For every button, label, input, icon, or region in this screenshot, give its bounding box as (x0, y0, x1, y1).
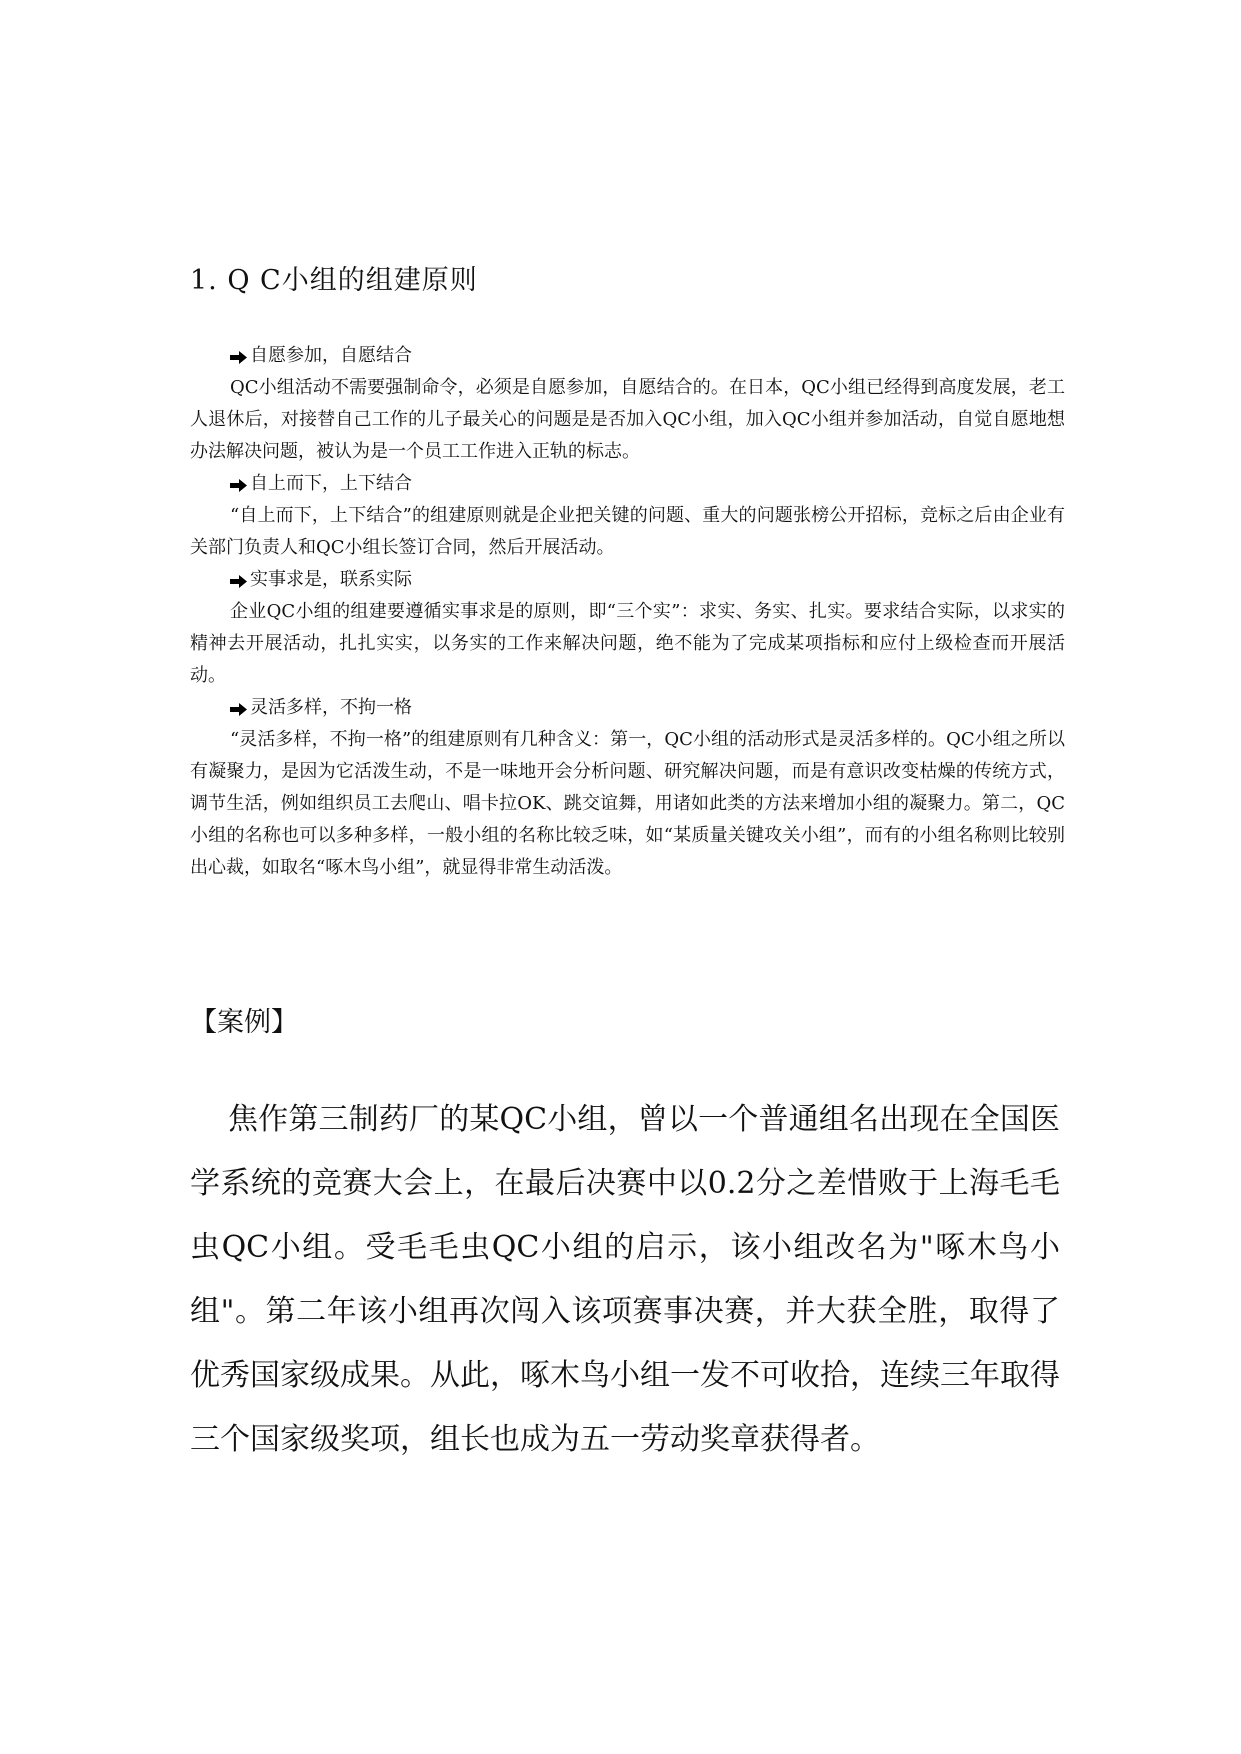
section-title: 1. Q C小组的组建原则 (190, 265, 478, 296)
principle-heading-text: 自上而下，上下结合 (250, 473, 412, 494)
principle-heading (190, 340, 1065, 372)
arrow-right-icon (230, 351, 247, 364)
case-body: 焦作第三制药厂的某QC小组，曾以一个普通组名出现在全国医学系统的竞赛大会上，在最后决赛中以0.2分之差惜败于上海毛毛虫QC小组。受毛毛虫QC小组的启示，该小组改名为"啄木鸟小组"。第二年该小组再次闯入该项赛事决赛，并大获全胜，取得了优秀国家级成果。从此，啄木鸟小组一发不可收拾，连续三年取得三个国家级奖项，组长也成为五一劳动奖章获得者。 (190, 1102, 1060, 1457)
arrow-right-icon (230, 479, 247, 492)
case-heading: 【案例】 (190, 1007, 298, 1038)
principle-heading (190, 692, 1065, 724)
principle-heading-text: 实事求是，联系实际 (250, 569, 412, 590)
principle-body: “自上而下，上下结合”的组建原则就是企业把关键的问题、重大的问题张榜公开招标，竞标之后由企业有关部门负责人和QC小组长签订合同，然后开展活动。 (190, 505, 1065, 558)
principle-heading-text: 自愿参加，自愿结合 (250, 345, 412, 366)
arrow-right-icon (230, 703, 247, 716)
principle-heading (190, 564, 1065, 596)
principles-list (190, 340, 1065, 884)
principle-body: “灵活多样，不拘一格”的组建原则有几种含义：第一，QC小组的活动形式是灵活多样的。QC小组之所以有凝聚力，是因为它活泼生动，不是一味地开会分析问题、研究解决问题，而是有意识改变枯燥的传统方式，调节生活，例如组织员工去爬山、唱卡拉OK、跳交谊舞，用诸如此类的方法来增加小组的凝聚力。第二，QC小组的名称也可以多种多样，一般小组的名称比较乏味，如“某质量关键攻关小组”，而有的小组名称则比较别出心裁，如取名“啄木鸟小组”，就显得非常生动活泼。 (190, 729, 1065, 878)
principle-body: 企业QC小组的组建要遵循实事求是的原则，即“三个实”：求实、务实、扎实。要求结合实际，以求实的精神去开展活动，扎扎实实，以务实的工作来解决问题，绝不能为了完成某项指标和应付上级检查而开展活动。 (190, 601, 1065, 686)
arrow-right-icon (230, 575, 247, 588)
principle-heading (190, 468, 1065, 500)
principle-heading-text: 灵活多样，不拘一格 (250, 697, 412, 718)
principle-body: QC小组活动不需要强制命令，必须是自愿参加，自愿结合的。在日本，QC小组已经得到高度发展，老工人退休后，对接替自己工作的儿子最关心的问题是是否加入QC小组，加入QC小组并参加活动，自觉自愿地想办法解决问题，被认为是一个员工工作进入正轨的标志。 (190, 377, 1065, 462)
